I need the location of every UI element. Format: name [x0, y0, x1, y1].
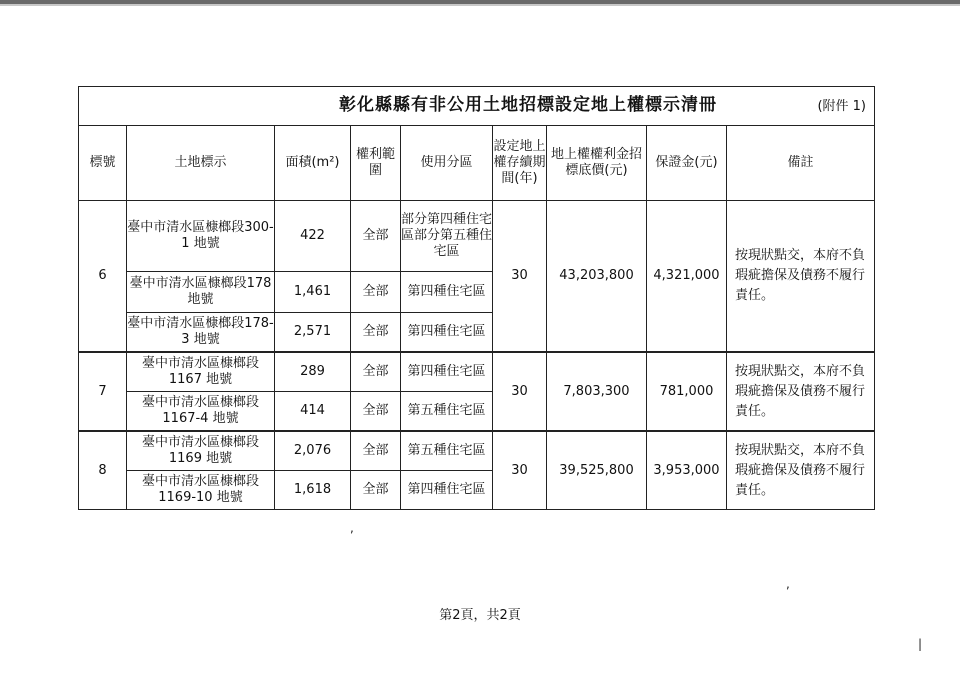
table-title-cell: [79, 87, 875, 126]
header-right-scope: 權利範圍: [351, 126, 401, 201]
lot-number: 8: [79, 431, 127, 510]
land-area: 2,076: [275, 431, 351, 471]
land-area: 422: [275, 201, 351, 272]
land-area: 414: [275, 392, 351, 432]
lot-number: 6: [79, 201, 127, 353]
zoning: 第五種住宅區: [401, 392, 493, 432]
document-title: 彰化縣縣有非公用土地招標設定地上權標示清冊: [339, 95, 717, 115]
zoning: 第五種住宅區: [401, 431, 493, 471]
table-row: [79, 352, 875, 392]
zoning: 第四種住宅區: [401, 471, 493, 510]
header-premium: 地上權權利金招標底價(元): [547, 126, 647, 201]
land-area: 2,571: [275, 313, 351, 353]
table-row: [79, 431, 875, 471]
remarks: 按現狀點交，本府不負瑕疵擔保及債務不履行責任。: [727, 352, 875, 431]
lease-term: 30: [493, 431, 547, 510]
right-scope: 全部: [351, 272, 401, 313]
reserve-premium: 7,803,300: [547, 352, 647, 431]
deposit: 3,953,000: [647, 431, 727, 510]
zoning: 第四種住宅區: [401, 272, 493, 313]
table-row: [79, 201, 875, 272]
reserve-premium: 39,525,800: [547, 431, 647, 510]
page-footer: 第2頁，共2頁: [439, 608, 521, 623]
annex-label: (附件 1): [817, 99, 867, 114]
lease-term: 30: [493, 352, 547, 431]
right-scope: 全部: [351, 392, 401, 432]
land-area: 289: [275, 352, 351, 392]
zoning: 第四種住宅區: [401, 313, 493, 353]
land-description: 臺中市清水區槺榔段300-1 地號: [127, 201, 275, 272]
land-description: 臺中市清水區槺榔段1169 地號: [127, 431, 275, 471]
scan-speck: ,: [350, 521, 354, 535]
remarks: 按現狀點交，本府不負瑕疵擔保及債務不履行責任。: [727, 201, 875, 353]
land-description: 臺中市清水區槺榔段1169-10 地號: [127, 471, 275, 510]
land-area: 1,618: [275, 471, 351, 510]
header-term: 設定地上權存續期間(年): [493, 126, 547, 201]
deposit: 4,321,000: [647, 201, 727, 353]
scan-top-edge-shadow: [0, 4, 960, 6]
remarks: 按現狀點交，本府不負瑕疵擔保及債務不履行責任。: [727, 431, 875, 510]
lease-term: 30: [493, 201, 547, 353]
right-scope: 全部: [351, 201, 401, 272]
header-zoning: 使用分區: [401, 126, 493, 201]
header-land: 土地標示: [127, 126, 275, 201]
right-scope: 全部: [351, 352, 401, 392]
header-number: 標號: [79, 126, 127, 201]
header-deposit: 保證金(元): [647, 126, 727, 201]
reserve-premium: 43,203,800: [547, 201, 647, 353]
right-scope: 全部: [351, 431, 401, 471]
scan-speck: ,: [786, 577, 790, 591]
land-description: 臺中市清水區槺榔段178 地號: [127, 272, 275, 313]
lot-number: 7: [79, 352, 127, 431]
header-remarks: 備註: [727, 126, 875, 201]
land-description: 臺中市清水區槺榔段1167-4 地號: [127, 392, 275, 432]
right-scope: 全部: [351, 471, 401, 510]
header-area: 面積(m²): [275, 126, 351, 201]
scan-speck: |: [918, 637, 923, 651]
right-scope: 全部: [351, 313, 401, 353]
deposit: 781,000: [647, 352, 727, 431]
land-description: 臺中市清水區槺榔段1167 地號: [127, 352, 275, 392]
zoning: 部分第四種住宅區部分第五種住宅區: [401, 201, 493, 272]
land-listing-table: [78, 86, 875, 510]
land-area: 1,461: [275, 272, 351, 313]
zoning: 第四種住宅區: [401, 352, 493, 392]
land-description: 臺中市清水區槺榔段178-3 地號: [127, 313, 275, 353]
